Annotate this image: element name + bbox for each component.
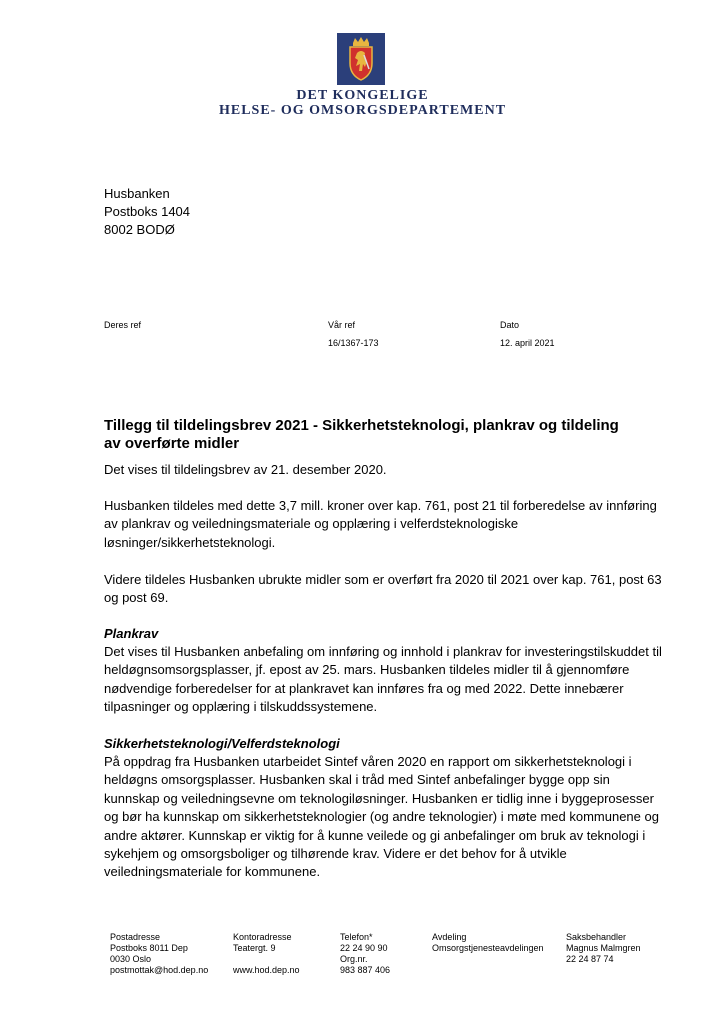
footer-department: [432, 932, 544, 954]
paragraph-allocation: Husbanken tildeles med dette 3,7 mill. kroner over kap. 761, post 21 til forberedelse av innføring av plankrav og veiledningsmateriale og opplæring i velferdsteknologiske løsninger/sikkerhetsteknologi.: [104, 498, 657, 550]
footer-postal-label: Postadresse: [110, 932, 161, 942]
deres-ref-label: Deres ref: [104, 320, 142, 330]
date-value: 12. april 2021: [500, 338, 555, 348]
date-label: Dato: [500, 320, 520, 330]
footer-orgnr-label: Org.nr.: [340, 954, 368, 964]
department-name-line2: HELSE- OG OMSORGSDEPARTEMENT: [218, 103, 507, 118]
paragraph-intro: Det vises til tildelingsbrev av 21. desember 2020.: [104, 462, 387, 477]
footer-email: postmottak@hod.dep.no: [110, 965, 209, 975]
footer-office-street: Teatergt. 9: [233, 943, 276, 953]
heading-sikkerhetsteknologi: Sikkerhetsteknologi/Velferdsteknologi: [104, 736, 340, 751]
coat-of-arms-icon: [337, 33, 385, 85]
heading-plankrav: Plankrav: [104, 626, 159, 641]
recipient-city: 8002 BODØ: [104, 222, 175, 237]
recipient-name: Husbanken: [104, 186, 170, 201]
footer-orgnr-value: 983 887 406: [340, 965, 391, 975]
letter-title-line1: Tillegg til tildelingsbrev 2021 - Sikkerhetsteknologi, plankrav og tildeling: [104, 417, 619, 434]
footer-phone-number: 22 24 90 90: [340, 943, 388, 953]
footer-department-label: Avdeling: [432, 932, 467, 942]
footer-postal-box: Postboks 8011 Dep: [110, 943, 188, 953]
footer-phone-label: Telefon*: [340, 932, 373, 942]
recipient-street: Postboks 1404: [104, 204, 191, 219]
paragraph-transferred-funds: Videre tildeles Husbanken ubrukte midler som er overført fra 2020 til 2021 over kap. 761, post 63 og post 69.: [104, 572, 662, 606]
footer-office-address: [233, 932, 300, 976]
footer-case-officer: [566, 932, 641, 965]
department-name-line1: DET KONGELIGE: [296, 88, 429, 103]
paragraph-plankrav: Det vises til Husbanken anbefaling om innføring og innhold i plankrav for investeringstilskuddet til heldøgnsomsorgsplasser, jf. epost av 25. mars. Husbanken tildeles midler til å gjennomføre nødvendige forberedelser for at plankravet kan innføres fra og med 2022. Dette innebærer tilpasninger og opplæring i tilskuddssystemene.: [104, 644, 662, 715]
footer-office-label: Kontoradresse: [233, 932, 292, 942]
footer-postal-city: 0030 Oslo: [110, 954, 152, 964]
footer-website: www.hod.dep.no: [233, 965, 300, 975]
footer-case-officer-name: Magnus Malmgren: [566, 943, 641, 953]
footer-postal-address: [110, 932, 208, 976]
paragraph-sikkerhetsteknologi: På oppdrag fra Husbanken utarbeidet Sintef våren 2020 en rapport om sikkerhetsteknologi i heldøgns omsorgsplasser. Husbanken skal i tråd med Sintef anbefalinger bygge opp sin kunnskap og veiledningsevne om teknologiløsninger. Husbanken er tidlig inne i byggeprosesser og bør ha kunnskap om sikkerhetsteknologier (og andre teknologier) i møte med kommunene og andre aktører. Kunnskap er viktig for å kunne veilede og gi anbefalinger om bruk av teknologi i sykehjem og omsorgsboliger og tilhørende krav. Videre er det behov for å utvikle veiledningsmateriale for kommunene.: [104, 754, 659, 880]
letter-title: [104, 417, 664, 453]
footer-case-officer-phone: 22 24 87 74: [566, 954, 614, 964]
var-ref-label: Vår ref: [328, 320, 356, 330]
footer-phone: [340, 932, 390, 976]
footer-case-officer-label: Saksbehandler: [566, 932, 627, 942]
letter-title-line2: av overførte midler: [104, 435, 240, 452]
footer-department-value: Omsorgstjenesteavdelingen: [432, 943, 544, 953]
var-ref-value: 16/1367-173: [328, 338, 379, 348]
